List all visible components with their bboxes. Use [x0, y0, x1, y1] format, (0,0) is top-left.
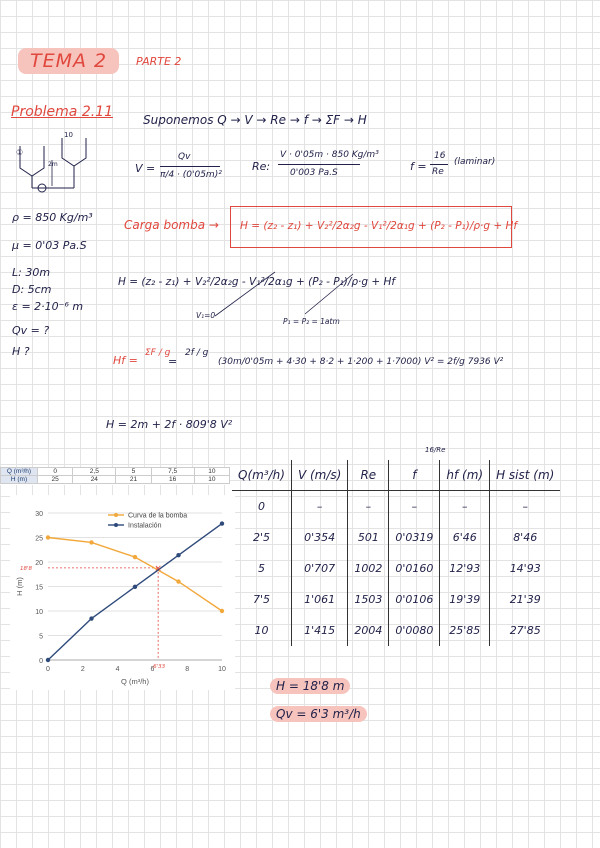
- table-cell: 1'061: [291, 584, 347, 615]
- data-point: [89, 616, 93, 620]
- table-cell: –: [348, 491, 389, 523]
- hf-lhs: Hf =: [113, 354, 138, 367]
- y-axis-label: H (m): [15, 577, 24, 596]
- table-cell: 2004: [348, 615, 389, 646]
- table-row: [232, 553, 560, 584]
- sheet-cell: 16: [151, 476, 194, 484]
- y-tick-label: 20: [35, 560, 43, 567]
- table-header: Re: [348, 460, 389, 491]
- x-tick-label: 0: [46, 666, 50, 673]
- legend-marker: [114, 523, 118, 527]
- sheet-row-label: H (m): [1, 476, 38, 484]
- head-equation: H = (z₂ - z₁) + V₂²/2α₂g - V₁²/2α₁g + (P₂ - P₁)/ρ·g + Hf: [118, 276, 396, 288]
- table-cell: –: [291, 491, 347, 523]
- data-point: [46, 535, 50, 539]
- sheet-cell: 21: [116, 476, 151, 484]
- data-diameter: D: 5cm: [12, 283, 52, 296]
- sheet-cell: 2,5: [73, 468, 116, 476]
- diagram-node-label: ①: [16, 148, 24, 157]
- table-cell: 8'46: [490, 522, 561, 553]
- x-tick-label: 8: [185, 666, 190, 673]
- table-cell: 0'354: [291, 522, 347, 553]
- re-label: 16/Re: [425, 446, 446, 454]
- eq-velocity-num: Qv: [178, 152, 191, 162]
- series-line: [48, 538, 222, 612]
- pressure-equal-note: P₁ = P₂ = 1atm: [283, 317, 340, 326]
- eq-reynolds-den: 0'003 Pa.S: [290, 168, 338, 178]
- series-line: [48, 524, 222, 660]
- pump-load-label: Carga bomba →: [124, 218, 219, 232]
- eq-reynolds-lhs: Re:: [252, 160, 271, 173]
- data-point: [89, 540, 93, 544]
- table-cell: 21'39: [490, 584, 561, 615]
- table-cell: 0: [257, 500, 265, 513]
- sheet-cell: 0: [38, 468, 73, 476]
- table-cell: –: [389, 491, 440, 523]
- y-tick-label: 5: [39, 633, 43, 641]
- table-cell: 5: [257, 562, 265, 575]
- fraction-bar: [278, 164, 360, 165]
- data-viscosity: μ = 0'03 Pa.S: [12, 239, 87, 252]
- table-header: Q(m³/h): [232, 460, 291, 491]
- table-cell: 7'5: [252, 593, 270, 606]
- table-cell: 10: [254, 624, 269, 637]
- table-cell: 19'39: [440, 584, 490, 615]
- hf-frac-f: 2f / g: [185, 348, 209, 358]
- y-tick-label: 10: [35, 609, 43, 616]
- legend-label: Curva de la bomba: [128, 512, 188, 520]
- table-cell: 0'0106: [389, 584, 440, 615]
- table-cell: 25'85: [440, 615, 490, 646]
- hf-length-sum: (30m/0'05m + 4·30 + 8·2 + 1·200 + 1·7000) V² = 2f/g 7936 V²: [218, 357, 504, 367]
- table-cell: 1'415: [291, 615, 347, 646]
- data-point: [133, 585, 137, 589]
- fraction-bar: [160, 166, 220, 167]
- table-cell: 1503: [348, 584, 389, 615]
- sheet-cell: 10: [194, 476, 229, 484]
- fraction-bar: [430, 164, 448, 165]
- legend-label: Instalación: [128, 522, 162, 530]
- table-row: [232, 584, 560, 615]
- y-tick-label: 25: [35, 535, 43, 543]
- eq-friction-den: Re: [432, 167, 444, 177]
- head-final-equation: H = 2m + 2f · 809'8 V²: [106, 418, 233, 431]
- table-cell: 27'85: [490, 615, 561, 646]
- table-cell: –: [440, 491, 490, 523]
- table-cell: 501: [348, 522, 389, 553]
- sheet-row: [1, 468, 230, 476]
- hf-equals: =: [168, 355, 178, 368]
- data-density: ρ = 850 Kg/m³: [12, 211, 93, 224]
- pump-curve-chart: [10, 495, 235, 690]
- intersection-y-label: 18'8: [20, 565, 33, 572]
- sheet-cell: 25: [38, 476, 73, 484]
- topic-title: TEMA 2: [18, 48, 119, 74]
- table-cell: 12'93: [440, 553, 490, 584]
- sheet-cell: 24: [73, 476, 116, 484]
- eq-friction-note: (laminar): [454, 157, 496, 167]
- hf-frac-sum: ΣF / g: [145, 348, 171, 358]
- table-header: H sist (m): [490, 460, 561, 491]
- y-tick-label: 15: [35, 584, 43, 592]
- part-label: PARTE 2: [136, 55, 182, 68]
- y-tick-label: 0: [39, 658, 43, 665]
- sheet-row: [1, 476, 230, 484]
- x-axis-label: Q (m³/h): [121, 677, 149, 686]
- table-cell: –: [490, 491, 561, 523]
- table-header: hf (m): [440, 460, 490, 491]
- sheet-cell: 5: [116, 468, 151, 476]
- x-tick-label: 2: [80, 666, 85, 673]
- result-flow: Qv = 6'3 m³/h: [270, 706, 367, 722]
- velocity-zero-note: V₁=0: [196, 311, 216, 320]
- legend-marker: [114, 513, 118, 517]
- table-header: f: [389, 460, 440, 491]
- tank-diagram: [12, 128, 92, 200]
- table-cell: 0'0160: [389, 553, 440, 584]
- intersection-x-label: 6'33: [153, 664, 166, 670]
- data-flow-unknown: Qv = ?: [12, 324, 50, 337]
- data-length: L: 30m: [12, 266, 51, 279]
- eq-velocity-den: π/4 · (0'05m)²: [160, 170, 222, 180]
- table-header: V (m/s): [291, 460, 347, 491]
- table-row: [232, 491, 560, 523]
- table-row: [232, 615, 560, 646]
- data-point: [176, 553, 180, 557]
- x-tick-label: 4: [115, 666, 120, 673]
- eq-velocity-lhs: V =: [135, 162, 156, 175]
- diagram-height-a: 10: [64, 131, 73, 139]
- spreadsheet-strip: [0, 467, 230, 485]
- table-cell: 6'46: [440, 522, 490, 553]
- data-roughness: ε = 2·10⁻⁶ m: [12, 300, 84, 313]
- eq-friction-lhs: f =: [410, 160, 427, 173]
- table-cell: 0'0319: [389, 522, 440, 553]
- data-point: [46, 658, 50, 662]
- sheet-row-label: Q (m³/h): [1, 468, 38, 476]
- table-cell: 14'93: [490, 553, 561, 584]
- problem-title: Problema 2.11: [11, 104, 113, 120]
- sheet-cell: 10: [194, 468, 229, 476]
- pump-load-equation: H = (z₂ - z₁) + V₂²/2α₂g - V₁²/2α₁g + (P₂ - P₁)/ρ·g + Hf: [240, 220, 518, 232]
- assumption-line: Suponemos Q → V → Re → f → ΣF → H: [143, 113, 367, 127]
- data-point: [133, 555, 137, 559]
- y-tick-label: 30: [35, 511, 43, 518]
- result-head: H = 18'8 m: [270, 678, 350, 694]
- data-point: [220, 521, 224, 525]
- table-row: [232, 522, 560, 553]
- table-cell: 0'707: [291, 553, 347, 584]
- table-cell: 2'5: [252, 531, 270, 544]
- table-cell: 0'0080: [389, 615, 440, 646]
- table-cell: 1002: [348, 553, 389, 584]
- diagram-height-b: 2m: [48, 161, 58, 168]
- x-tick-label: 10: [218, 666, 226, 673]
- eq-friction-num: 16: [434, 151, 446, 161]
- results-table: [232, 460, 560, 646]
- data-head-unknown: H ?: [12, 345, 30, 358]
- intersection-mark: ×: [154, 563, 162, 574]
- sheet-cell: 7,5: [151, 468, 194, 476]
- eq-reynolds-num: V · 0'05m · 850 Kg/m³: [280, 150, 379, 160]
- x-tick-label: 6: [150, 666, 155, 673]
- data-point: [176, 579, 180, 583]
- data-point: [220, 609, 224, 613]
- strikethrough-marks: [205, 268, 365, 320]
